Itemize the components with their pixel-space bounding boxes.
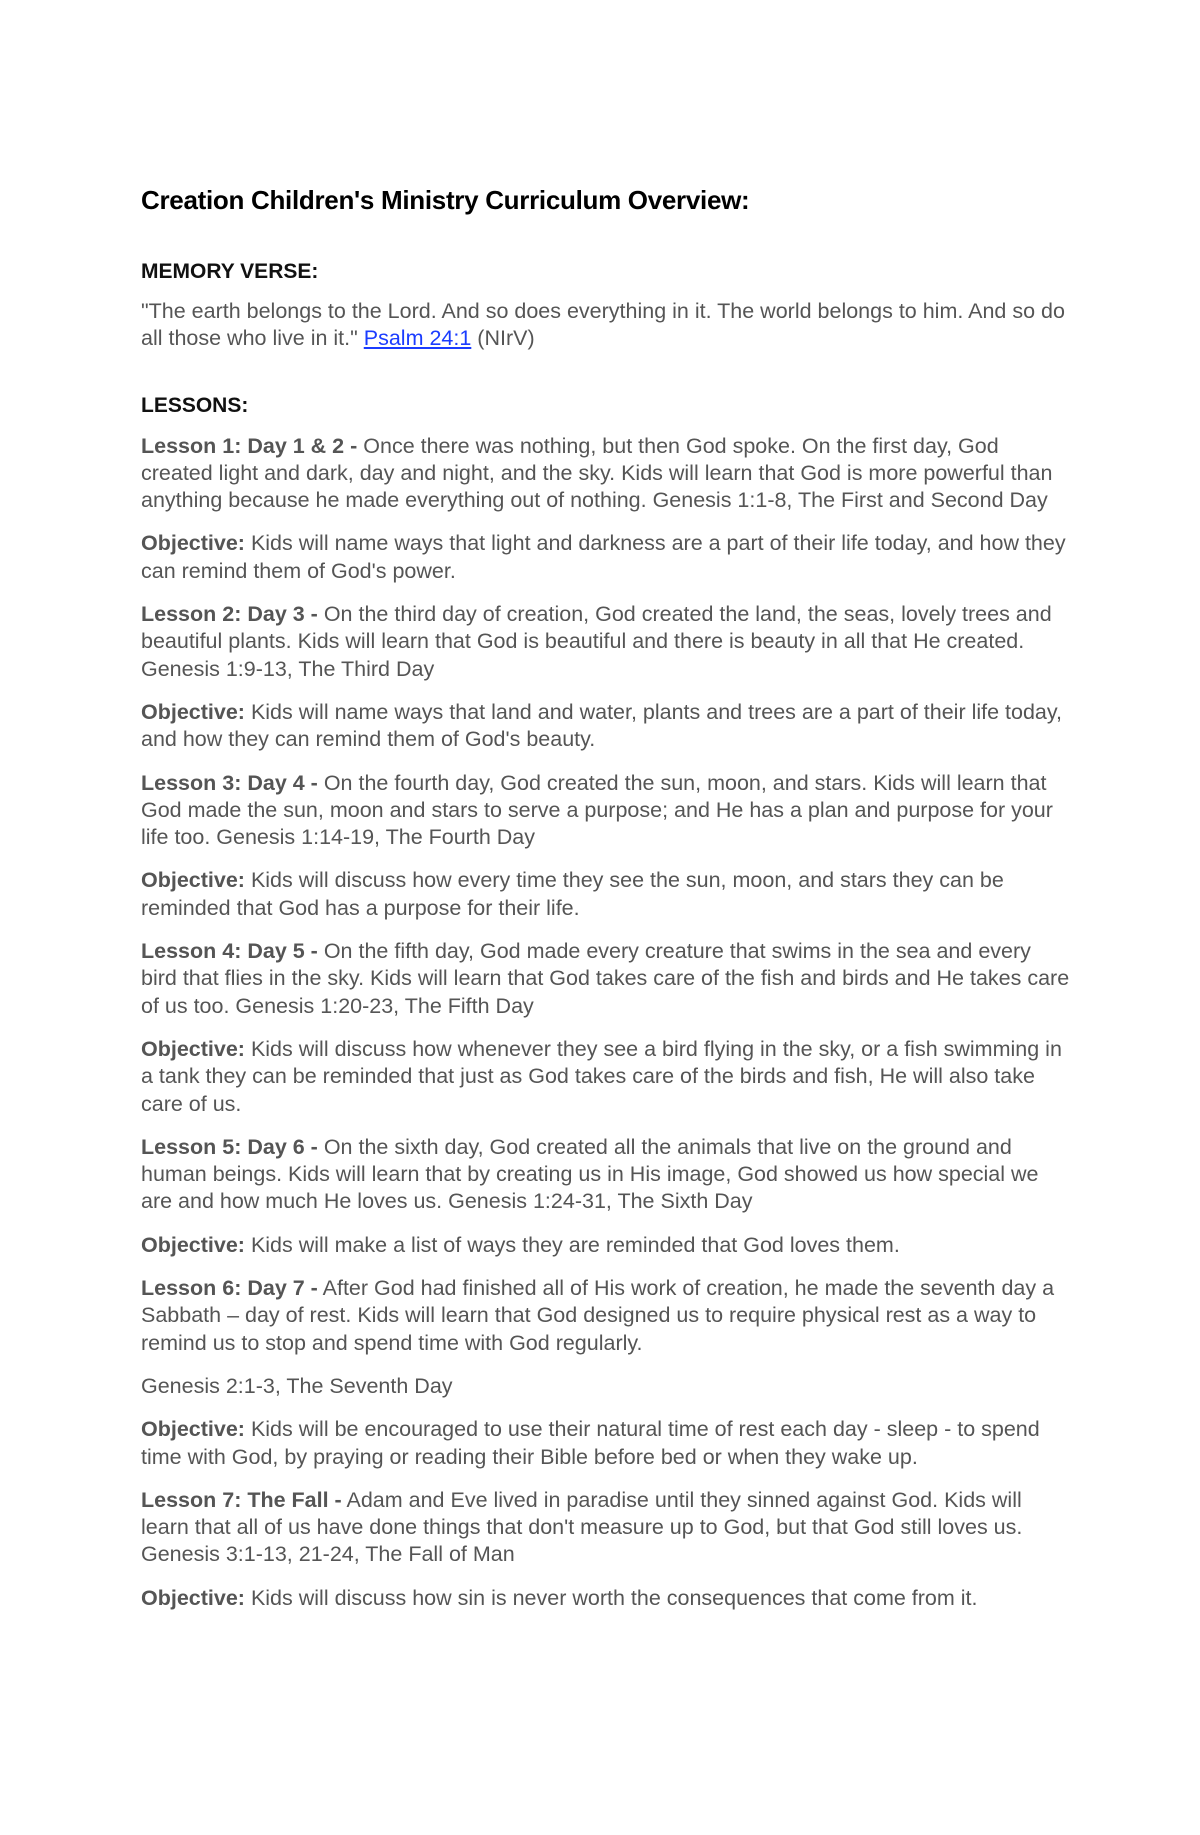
lesson-paragraph: [141, 1487, 1071, 1569]
lesson-paragraph: [141, 1134, 1071, 1216]
lesson-paragraph: [141, 433, 1071, 515]
objective-label: Objective:: [141, 1585, 245, 1610]
lesson-text: After God had finished all of His work of creation, he made the seventh day a Sabbath – day of rest. Kids will learn that God designed us to require physical rest as a way to remind us to stop and spend time with God regularly.: [141, 1276, 1055, 1355]
lesson-label: Lesson 5: Day 6 -: [141, 1134, 318, 1159]
lesson-text: On the fourth day, God created the sun, moon, and stars. Kids will learn that God made the sun, moon and stars to serve a purpose; and He has a plan and purpose for your life too. Genesis 1:14-19, The Fourth Day: [141, 770, 1053, 850]
lesson-label: Lesson 7: The Fall -: [141, 1487, 342, 1512]
bible-version: (NIrV): [477, 326, 535, 351]
lesson-paragraph: [141, 770, 1071, 852]
lesson-label: Lesson 2: Day 3 -: [141, 602, 318, 627]
memory-verse-text: "The earth belongs to the Lord. And so does everything in it. The world belongs to him. And so do all those who live in it.": [141, 299, 1065, 351]
psalm-reference-link[interactable]: Psalm 24:1: [363, 326, 472, 351]
lesson-label: Lesson 1: Day 1 & 2 -: [141, 433, 358, 458]
objective-text: Kids will name ways that land and water, plants and trees are a part of their life today, and how they can remind them of God's beauty.: [141, 699, 1063, 752]
objective-text: Kids will name ways that light and darkness are a part of their life today, and how they can remind them of God's power.: [141, 531, 1066, 583]
lesson-paragraph: [141, 601, 1071, 683]
lesson-label: Lesson 6: Day 7 -: [141, 1276, 318, 1301]
objective-text: Kids will discuss how every time they see the sun, moon, and stars they can be reminded that God has a purpose for their life.: [141, 868, 1004, 920]
objective-paragraph: [141, 1585, 1071, 1612]
objective-paragraph: [141, 1232, 1071, 1259]
objective-paragraph: [141, 1036, 1071, 1118]
objective-text: Kids will discuss how sin is never worth the consequences that come from it.: [250, 1585, 978, 1610]
lesson-text: On the sixth day, God created all the animals that live on the ground and human beings. Kids will learn that by creating us in His image, God showed us how special we are and how much He loves us. Genesis 1:24-31, The Sixth Day: [141, 1134, 1039, 1214]
memory-verse-heading: MEMORY VERSE:: [141, 260, 319, 283]
objective-paragraph: [141, 867, 1071, 922]
lesson-text: Adam and Eve lived in paradise until they sinned against God. Kids will learn that all of us have done things that don't measure up to God, but that God still loves us. Genesis 3:1-13, 21-24, The Fall of Man: [141, 1487, 1023, 1567]
scripture-reference-paragraph: [141, 1373, 1071, 1400]
lesson-paragraph: [141, 938, 1071, 1020]
objective-paragraph: [141, 699, 1071, 754]
lessons-heading: LESSONS:: [141, 393, 249, 417]
objective-label: Objective:: [141, 531, 245, 556]
objective-paragraph: [141, 530, 1071, 585]
memory-verse-paragraph: [141, 298, 1071, 353]
objective-label: Objective:: [141, 1232, 245, 1257]
objective-label: Objective:: [141, 1036, 245, 1061]
objective-label: Objective:: [141, 868, 245, 893]
objective-label: Objective:: [141, 1417, 245, 1442]
objective-text: Kids will make a list of ways they are reminded that God loves them.: [250, 1232, 900, 1257]
lesson-paragraph: [141, 1275, 1071, 1357]
lesson-text: Once there was nothing, but then God spoke. On the first day, God created light and dark, day and night, and the sky. Kids will learn that God is more powerful than anything because he made everything out of nothing. Genesis 1:1-8, The First and Second Day: [141, 433, 1053, 513]
objective-text: Kids will be encouraged to use their natural time of rest each day - sleep - to spend time with God, by praying or reading their Bible before bed or when they wake up.: [141, 1417, 1040, 1469]
lesson-label: Lesson 3: Day 4 -: [141, 770, 318, 795]
objective-paragraph: [141, 1416, 1071, 1471]
lesson-text: On the fifth day, God made every creature that swims in the sea and every bird that flies in the sky. Kids will learn that God takes care of the fish and birds and He takes care of us too. Genesis 1:20-23, The Fifth Day: [141, 939, 1070, 1018]
objective-text: Kids will discuss how whenever they see a bird flying in the sky, or a fish swimming in a tank they can be reminded that just as God takes care of the birds and fish, He will also take care of us.: [141, 1036, 1062, 1116]
lesson-label: Lesson 4: Day 5 -: [141, 939, 318, 964]
lesson-text: On the third day of creation, God created the land, the seas, lovely trees and beautiful plants. Kids will learn that God is beautiful and there is beauty in all that He created. Genesis 1:9-13, The Third Day: [141, 602, 1052, 681]
document-page: [141, 185, 1071, 1612]
page-title: Creation Children's Ministry Curriculum Overview:: [141, 185, 750, 215]
scripture-reference-text: Genesis 2:1-3, The Seventh Day: [141, 1373, 453, 1398]
objective-label: Objective:: [141, 699, 245, 724]
